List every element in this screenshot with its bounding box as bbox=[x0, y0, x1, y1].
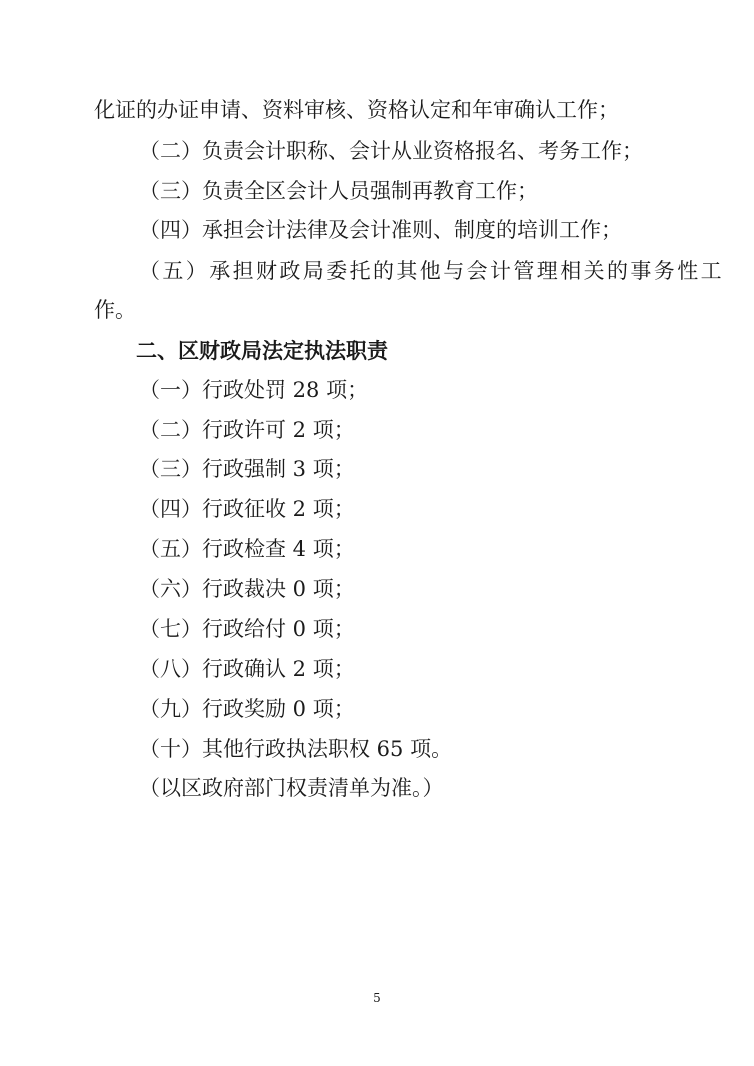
duty-item-4: （四）承担会计法律及会计准则、制度的培训工作； bbox=[139, 218, 622, 242]
power-item: （四）行政征收 2 项； bbox=[139, 497, 355, 521]
power-item: （九）行政奖励 0 项； bbox=[139, 697, 355, 721]
power-item: （七）行政给付 0 项； bbox=[139, 617, 355, 641]
power-item: （二）行政许可 2 项； bbox=[139, 418, 355, 442]
paragraph-continuation: 化证的办证申请、资料审核、资格认定和年审确认工作； bbox=[94, 98, 619, 122]
power-item: （六）行政裁决 0 项； bbox=[139, 577, 355, 601]
power-item: （八）行政确认 2 项； bbox=[139, 657, 355, 681]
duty-item-5: （五）承担财政局委托的其他与会计管理相关的事务性工 bbox=[139, 259, 724, 283]
page-number: 5 bbox=[373, 991, 381, 1005]
section-heading: 二、区财政局法定执法职责 bbox=[136, 338, 388, 363]
duty-item-5-tail: 作。 bbox=[94, 298, 136, 322]
duty-item-3: （三）负责全区会计人员强制再教育工作； bbox=[139, 179, 538, 203]
duty-item-2: （二）负责会计职称、会计从业资格报名、考务工作； bbox=[139, 139, 643, 163]
power-item: （十）其他行政执法职权 65 项。 bbox=[139, 737, 453, 761]
power-item: （一）行政处罚 28 项； bbox=[139, 378, 369, 402]
power-item: （五）行政检查 4 项； bbox=[139, 537, 355, 561]
power-item: （三）行政强制 3 项； bbox=[139, 457, 355, 481]
footnote: （以区政府部门权责清单为准。） bbox=[139, 776, 444, 800]
